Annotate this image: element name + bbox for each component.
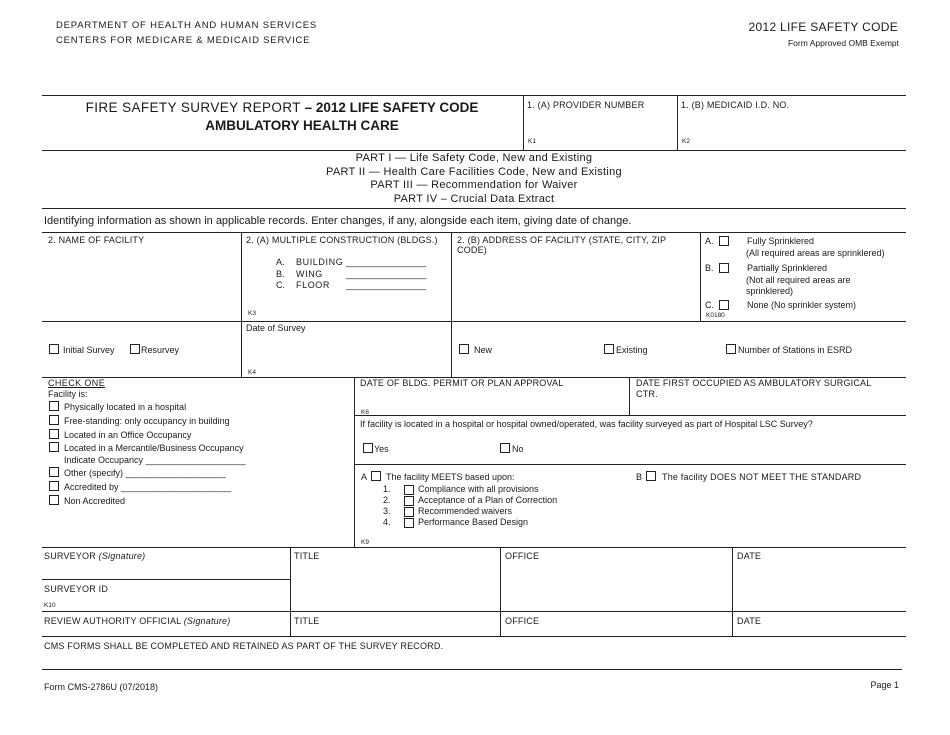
partially-sprinklered-note-cont: sprinklered)	[746, 286, 794, 296]
surveyor-label: SURVEYOR	[44, 551, 96, 561]
free-standing-label: Free-standing: only occupancy in building	[64, 416, 230, 426]
resurvey-label: Resurvey	[141, 345, 180, 355]
fully-sprinklered-checkbox[interactable]	[719, 236, 729, 246]
rule	[42, 208, 906, 209]
meets-code: K9	[361, 539, 369, 546]
divider	[732, 547, 733, 636]
construction-item	[276, 257, 426, 269]
signature-hint: (Signature)	[183, 616, 231, 626]
part-item: PART III — Recommendation for Waiver	[370, 179, 578, 192]
no-sprinkler-label: None (No sprinkler system)	[747, 300, 857, 310]
form-subtitle: AMBULATORY HEALTH CARE	[205, 118, 399, 133]
review-date-label: DATE	[737, 616, 762, 626]
review-official-label	[44, 616, 230, 626]
provider-number-label: 1. (A) PROVIDER NUMBER	[527, 100, 645, 110]
medicaid-id-label: 1. (B) MEDICAID I.D. NO.	[681, 100, 790, 110]
address-field[interactable]	[455, 257, 697, 317]
facility-name-field[interactable]	[46, 246, 238, 316]
surveyor-office-label: OFFICE	[505, 551, 540, 561]
occupied-date-label-cont: CTR.	[636, 389, 658, 399]
title-code: – 2012 LIFE SAFETY CODE	[300, 100, 479, 115]
esrd-stations-checkbox[interactable]	[726, 344, 736, 354]
non-accredited-label: Non Accredited	[64, 496, 126, 506]
divider	[451, 232, 452, 377]
item-number: 4.	[383, 517, 391, 527]
surveyor-id-code: K10	[44, 602, 56, 609]
divider	[700, 232, 701, 321]
rule	[42, 321, 906, 322]
wing-blank[interactable]: ________________	[346, 268, 427, 279]
existing-label: Existing	[616, 345, 648, 355]
mercantile-label: Located in a Mercantile/Business Occupancy	[64, 443, 244, 453]
waivers-label: Recommended waivers	[418, 506, 513, 516]
surveyor-date-field[interactable]	[736, 562, 904, 608]
rule	[42, 547, 906, 548]
sprinkler-c-letter: C.	[705, 300, 714, 310]
hospital-label: Physically located in a hospital	[64, 402, 187, 412]
non-accredited-checkbox[interactable]	[49, 495, 59, 505]
occupied-date-label: DATE FIRST OCCUPIED AS AMBULATORY SURGICAL	[636, 378, 872, 388]
page-number: Page 1	[870, 680, 899, 690]
mercantile-checkbox[interactable]	[49, 442, 59, 452]
agency-line: CENTERS FOR MEDICARE & MEDICAID SERVICE	[56, 35, 311, 46]
check-one-subtitle: Facility is:	[48, 389, 88, 399]
partially-sprinklered-label: Partially Sprinklered	[747, 263, 828, 273]
rule	[354, 464, 906, 465]
survey-date-label: Date of Survey	[246, 323, 306, 333]
meets-label: The facility MEETS based upon:	[386, 472, 515, 482]
resurvey-checkbox[interactable]	[130, 344, 140, 354]
divider	[629, 377, 630, 415]
divider	[500, 547, 501, 636]
sprinkler-b-letter: B.	[705, 263, 714, 273]
surveyor-signature-field[interactable]	[44, 562, 287, 577]
fully-sprinklered-note: (All required areas are sprinklered)	[746, 248, 885, 258]
indicate-occupancy-label[interactable]: Indicate Occupancy ____________________	[64, 455, 246, 465]
item-letter: A.	[276, 257, 285, 267]
divider	[354, 377, 355, 547]
department-line: DEPARTMENT OF HEALTH AND HUMAN SERVICES	[56, 20, 317, 31]
accredited-label[interactable]: Accredited by ______________________	[64, 482, 232, 492]
meets-item	[383, 495, 557, 506]
survey-code: K4	[248, 369, 256, 376]
form-number: Form CMS-2786U (07/2018)	[44, 682, 159, 692]
surveyor-title-field[interactable]	[293, 562, 497, 608]
provider-number-field[interactable]	[526, 110, 676, 136]
omb-note: Form Approved OMB Exempt	[787, 38, 899, 48]
surveyor-date-label: DATE	[737, 551, 762, 561]
esrd-stations-label: Number of Stations in ESRD	[738, 345, 853, 355]
surveyor-id-label: SURVEYOR ID	[44, 584, 109, 594]
item-name: WING	[296, 268, 323, 279]
surveyor-signature-label	[44, 551, 145, 561]
part-item: PART IV – Crucial Data Extract	[393, 192, 555, 205]
building-blank[interactable]: ________________	[346, 257, 427, 267]
divider	[677, 95, 678, 150]
permit-date-label: DATE OF BLDG. PERMIT OR PLAN APPROVAL	[360, 378, 564, 388]
rule	[42, 611, 906, 612]
provider-code: K1	[528, 138, 536, 145]
performance-design-label: Performance Based Design	[418, 517, 529, 527]
meets-list	[383, 484, 557, 528]
form-title	[42, 100, 522, 115]
sprinkler-code: K0180	[706, 312, 725, 319]
not-meet-label: The facility DOES NOT MEET THE STANDARD	[662, 472, 862, 482]
new-label: New	[474, 345, 493, 355]
construction-item	[276, 269, 426, 281]
fully-sprinklered-label: Fully Sprinklered	[747, 236, 815, 246]
survey-date-field[interactable]	[246, 335, 446, 365]
office-occupancy-label: Located in an Office Occupancy	[64, 430, 192, 440]
item-letter: C.	[276, 280, 285, 290]
construction-code: K3	[248, 310, 256, 317]
other-label[interactable]: Other (specify) ____________________	[64, 468, 226, 478]
performance-design-checkbox[interactable]	[404, 518, 414, 528]
meets-item	[383, 506, 557, 517]
retain-note: CMS FORMS SHALL BE COMPLETED AND RETAINED AS PART OF THE SURVEY RECORD.	[44, 641, 444, 651]
rule	[42, 232, 906, 233]
occupied-date-field[interactable]	[634, 399, 904, 413]
free-standing-checkbox[interactable]	[49, 415, 59, 425]
item-name: BUILDING	[296, 257, 344, 267]
partially-sprinklered-checkbox[interactable]	[719, 263, 729, 273]
surveyor-id-field[interactable]	[44, 594, 287, 606]
review-office-label: OFFICE	[505, 616, 540, 626]
not-meet-checkbox[interactable]	[646, 471, 656, 481]
new-checkbox[interactable]	[459, 344, 469, 354]
divider	[290, 547, 291, 636]
meets-item	[383, 517, 557, 528]
construction-item	[276, 280, 426, 292]
other-checkbox[interactable]	[49, 467, 59, 477]
construction-list	[276, 257, 426, 292]
no-checkbox[interactable]	[500, 443, 510, 453]
accredited-checkbox[interactable]	[49, 481, 59, 491]
plan-of-correction-checkbox[interactable]	[404, 496, 414, 506]
sprinkler-a-letter: A.	[705, 236, 714, 246]
title-main: FIRE SAFETY SURVEY REPORT	[85, 100, 301, 115]
meets-letter: A	[361, 472, 368, 482]
rule	[42, 95, 906, 96]
compliance-label: Compliance with all provisions	[418, 484, 539, 494]
initial-survey-checkbox[interactable]	[49, 344, 59, 354]
facility-name-label: 2. NAME OF FACILITY	[48, 235, 145, 245]
part-item: PART I — Life Safety Code, New and Existing	[355, 152, 593, 164]
floor-blank[interactable]: ________________	[346, 280, 427, 290]
code-title: 2012 LIFE SAFETY CODE	[748, 20, 898, 34]
plan-of-correction-label: Acceptance of a Plan of Correction	[418, 495, 558, 505]
surveyor-title-label: TITLE	[294, 551, 320, 561]
review-label: REVIEW AUTHORITY OFFICIAL	[44, 616, 182, 626]
surveyor-office-field[interactable]	[504, 562, 729, 608]
waivers-checkbox[interactable]	[404, 507, 414, 517]
permit-date-field[interactable]	[358, 389, 626, 407]
rule	[42, 636, 906, 637]
meets-item	[383, 484, 557, 495]
initial-survey-label: Initial Survey	[63, 345, 115, 355]
medicaid-id-field[interactable]	[680, 110, 904, 136]
hospital-checkbox[interactable]	[49, 401, 59, 411]
item-letter: B.	[276, 268, 285, 279]
item-number: 1.	[383, 484, 391, 494]
item-name: FLOOR	[296, 280, 331, 290]
no-label: No	[512, 444, 524, 454]
yes-checkbox[interactable]	[363, 443, 373, 453]
rule	[42, 579, 290, 580]
meets-checkbox[interactable]	[371, 471, 381, 481]
compliance-checkbox[interactable]	[404, 485, 414, 495]
yes-label: Yes	[374, 444, 389, 454]
existing-checkbox[interactable]	[604, 344, 614, 354]
permit-code: K6	[361, 409, 369, 416]
no-sprinkler-checkbox[interactable]	[719, 300, 729, 310]
address-label-cont: CODE)	[457, 245, 487, 255]
construction-label: 2. (A) MULTIPLE CONSTRUCTION (BLDGS.)	[246, 235, 438, 245]
review-title-label: TITLE	[294, 616, 320, 626]
identifying-instructions: Identifying information as shown in applicable records. Enter changes, if any, alongside each item, giving date of change.	[44, 215, 632, 227]
rule	[42, 669, 902, 670]
signature-hint: (Signature)	[98, 551, 146, 561]
address-label: 2. (B) ADDRESS OF FACILITY (STATE, CITY, ZIP	[457, 235, 667, 245]
parts-list	[42, 152, 906, 206]
rule	[42, 150, 906, 151]
hospital-survey-question: If facility is located in a hospital or hospital owned/operated, was facility surveyed as part of Hospital LSC Survey?	[360, 419, 813, 429]
divider	[241, 232, 242, 377]
office-occupancy-checkbox[interactable]	[49, 429, 59, 439]
item-number: 2.	[383, 495, 391, 505]
medicaid-code: K2	[682, 138, 690, 145]
check-one-title: CHECK ONE	[48, 378, 106, 388]
rule	[354, 415, 906, 416]
not-meet-letter: B	[636, 472, 643, 482]
part-item: PART II — Health Care Facilities Code, New and Existing	[326, 165, 622, 178]
partially-sprinklered-note: (Not all required areas are	[746, 275, 851, 285]
item-number: 3.	[383, 506, 391, 516]
